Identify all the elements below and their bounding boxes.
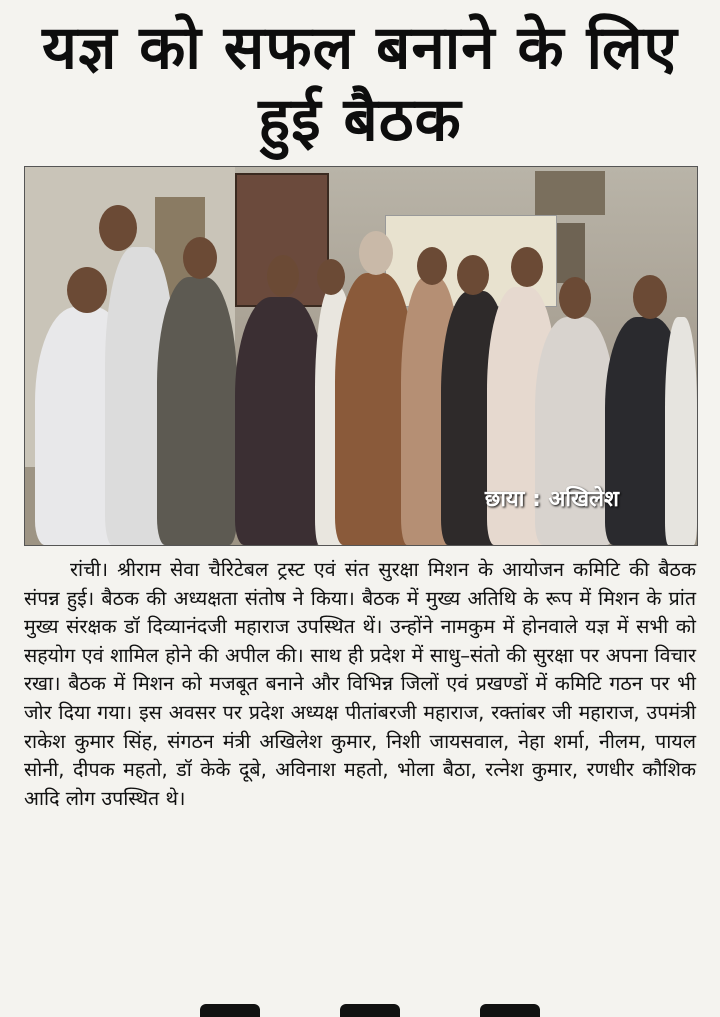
photo-person-head xyxy=(511,247,543,287)
photo-person-head xyxy=(67,267,107,313)
headline: यज्ञ को सफल बनाने के लिए हुई बैठक xyxy=(42,13,678,155)
article-body: रांची। श्रीराम सेवा चैरिटेबल ट्रस्ट एवं संत सुरक्षा मिशन के आयोजन कमिटि की बैठक संपन्न हुई। बैठक की अध्यक्षता संतोष ने किया। बैठक में मुख्य अतिथि के रूप में मिशन के प्रांत मुख्य संरक्षक डॉ दिव्यानंदजी महाराज उपस्थित थें। उन्होंने नामकुम में होनवाले यज्ञ में सभी को सहयोग एवं शामिल होने की अपील की। साथ ही प्रदेश में साधु–संतो की सुरक्षा पर अपना विचार रखा। बैठक में मिशन को मजबूत बनाने और विभिन्न जिलों एवं प्रखण्डों में कमिटि गठन पर भी जोर दिया गया। इस अवसर पर प्रदेश अध्यक्ष पीतांबरजी महाराज, रक्तांबर जी महाराज, उपमंत्री राकेश कुमार सिंह, संगठन मंत्री अखिलेश कुमार, निशी जायसवाल, नेहा शर्मा, नीलम, पायल सोनी, दीपक महतो, डॉ केके दूबे, अविनाश महतो, भोला बैठा, रत्नेश कुमार, रणधीर कौशिक आदि लोग उपस्थित थे। xyxy=(24,558,696,810)
photo-person xyxy=(235,297,325,545)
photo-window xyxy=(535,171,605,215)
group-photo xyxy=(24,166,698,546)
photo-person xyxy=(157,277,237,545)
photo-person-head xyxy=(267,255,299,297)
photo-person-head xyxy=(457,255,489,295)
photo-person-head xyxy=(417,247,447,285)
photo-person-head xyxy=(559,277,591,319)
next-headline-fragment xyxy=(200,1004,660,1017)
photo-person-head xyxy=(633,275,667,319)
photo-person-head xyxy=(99,205,137,251)
photo-person xyxy=(665,317,697,545)
photo-person-head xyxy=(183,237,217,279)
photo-person-head xyxy=(359,231,393,275)
photo-person-head xyxy=(317,259,345,295)
photo-caption: छाया : अखिलेश xyxy=(484,487,619,512)
